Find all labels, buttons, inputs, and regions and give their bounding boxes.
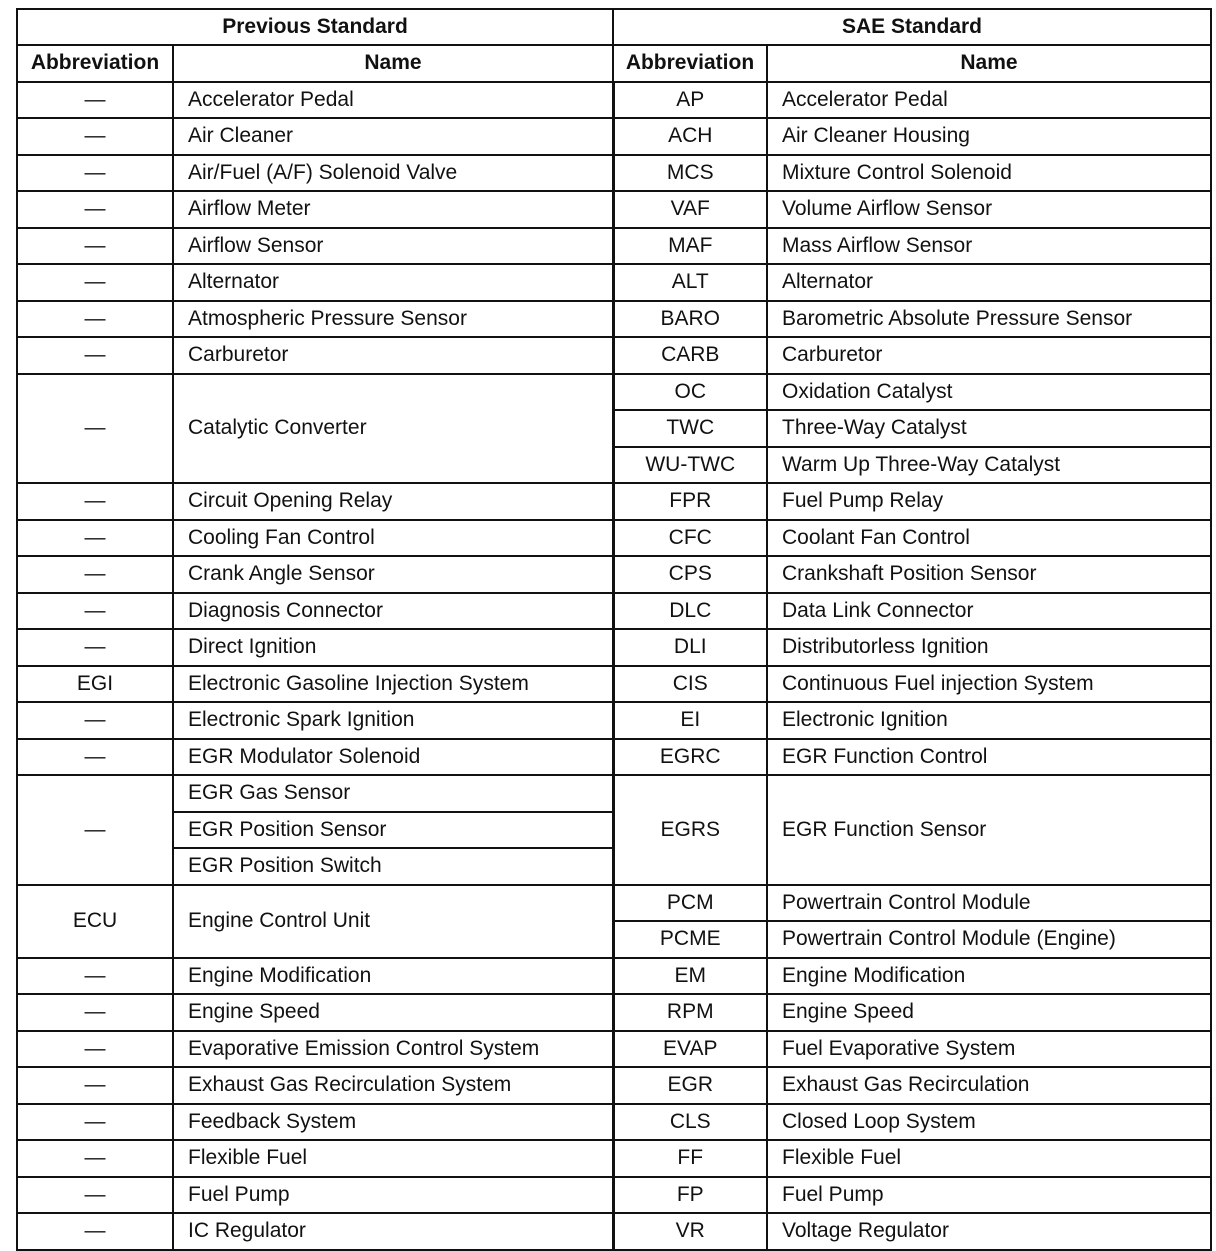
previous-abbreviation: —: [17, 483, 173, 520]
previous-name: Atmospheric Pressure Sensor: [173, 301, 613, 338]
table-row: [17, 958, 1211, 995]
previous-abbreviation: —: [17, 301, 173, 338]
sae-name: Continuous Fuel injection System: [767, 666, 1211, 703]
sae-name: Barometric Absolute Pressure Sensor: [767, 301, 1211, 338]
previous-name: Alternator: [173, 264, 613, 301]
previous-abbreviation: —: [17, 82, 173, 119]
sae-name: Flexible Fuel: [767, 1140, 1211, 1177]
previous-name: Cooling Fan Control: [173, 520, 613, 557]
previous-name: Airflow Sensor: [173, 228, 613, 265]
previous-abbreviation-header: Abbreviation: [17, 45, 173, 82]
table-row: [17, 1177, 1211, 1214]
sae-abbreviation: ALT: [613, 264, 767, 301]
sae-abbreviation: VR: [613, 1213, 767, 1250]
sae-name-header: Name: [767, 45, 1211, 82]
table-row: [17, 191, 1211, 228]
previous-name: Exhaust Gas Recirculation System: [173, 1067, 613, 1104]
sae-name: EGR Function Control: [767, 739, 1211, 776]
previous-name: Air Cleaner: [173, 118, 613, 155]
table-row: [17, 666, 1211, 703]
sae-abbreviation: FP: [613, 1177, 767, 1214]
sae-name: Fuel Evaporative System: [767, 1031, 1211, 1068]
previous-name: Flexible Fuel: [173, 1140, 613, 1177]
sae-abbreviation: MCS: [613, 155, 767, 192]
sae-name: Coolant Fan Control: [767, 520, 1211, 557]
sae-abbreviation: CARB: [613, 337, 767, 374]
table-row: [17, 775, 1211, 812]
sae-abbreviation: CLS: [613, 1104, 767, 1141]
previous-abbreviation: —: [17, 629, 173, 666]
sae-abbreviation: CPS: [613, 556, 767, 593]
previous-abbreviation: —: [17, 228, 173, 265]
table-row: [17, 155, 1211, 192]
table-row: [17, 118, 1211, 155]
sae-abbreviation: EM: [613, 958, 767, 995]
previous-abbreviation: —: [17, 1104, 173, 1141]
sae-abbreviation: FPR: [613, 483, 767, 520]
sae-name: Engine Modification: [767, 958, 1211, 995]
sae-abbreviation: EGRS: [613, 775, 767, 885]
sae-name: Fuel Pump: [767, 1177, 1211, 1214]
sae-name: Data Link Connector: [767, 593, 1211, 630]
table-row: [17, 739, 1211, 776]
previous-abbreviation: —: [17, 520, 173, 557]
previous-abbreviation: —: [17, 155, 173, 192]
table-row: [17, 1067, 1211, 1104]
sae-abbreviation: RPM: [613, 994, 767, 1031]
previous-name-header: Name: [173, 45, 613, 82]
table-row: [17, 885, 1211, 922]
previous-name: Circuit Opening Relay: [173, 483, 613, 520]
sae-abbreviation: AP: [613, 82, 767, 119]
sae-abbreviation: DLI: [613, 629, 767, 666]
previous-abbreviation: —: [17, 1140, 173, 1177]
previous-abbreviation: —: [17, 775, 173, 885]
table-row: [17, 1031, 1211, 1068]
previous-name: Engine Modification: [173, 958, 613, 995]
table-row: [17, 702, 1211, 739]
previous-abbreviation: —: [17, 593, 173, 630]
table-row: [17, 556, 1211, 593]
previous-abbreviation: EGI: [17, 666, 173, 703]
sae-name: Oxidation Catalyst: [767, 374, 1211, 411]
previous-abbreviation: —: [17, 191, 173, 228]
sae-name: Fuel Pump Relay: [767, 483, 1211, 520]
table-row: [17, 1140, 1211, 1177]
table-row: [17, 1213, 1211, 1250]
previous-name: Engine Speed: [173, 994, 613, 1031]
previous-name: Electronic Gasoline Injection System: [173, 666, 613, 703]
table-row: [17, 593, 1211, 630]
sae-abbreviation: CFC: [613, 520, 767, 557]
table-row: [17, 264, 1211, 301]
sae-abbreviation: PCM: [613, 885, 767, 922]
sae-abbreviation: EGR: [613, 1067, 767, 1104]
previous-standard-header: Previous Standard: [17, 9, 613, 45]
previous-name: Accelerator Pedal: [173, 82, 613, 119]
sae-abbreviation: EGRC: [613, 739, 767, 776]
sae-name: Mass Airflow Sensor: [767, 228, 1211, 265]
previous-abbreviation: —: [17, 1177, 173, 1214]
previous-name: Diagnosis Connector: [173, 593, 613, 630]
sae-abbreviation: MAF: [613, 228, 767, 265]
sae-name: Closed Loop System: [767, 1104, 1211, 1141]
sae-abbreviation: OC: [613, 374, 767, 411]
table-row: [17, 994, 1211, 1031]
sae-abbreviation: ACH: [613, 118, 767, 155]
sae-abbreviation: EVAP: [613, 1031, 767, 1068]
previous-name: Air/Fuel (A/F) Solenoid Valve: [173, 155, 613, 192]
sae-name: Three-Way Catalyst: [767, 410, 1211, 447]
sae-abbreviation: DLC: [613, 593, 767, 630]
sae-standard-header: SAE Standard: [613, 9, 1211, 45]
table-row: [17, 520, 1211, 557]
sae-abbreviation: BARO: [613, 301, 767, 338]
sae-name: Mixture Control Solenoid: [767, 155, 1211, 192]
previous-name: Crank Angle Sensor: [173, 556, 613, 593]
previous-name: Engine Control Unit: [173, 885, 613, 958]
previous-abbreviation: ECU: [17, 885, 173, 958]
previous-name: Direct Ignition: [173, 629, 613, 666]
previous-name: EGR Position Switch: [173, 848, 613, 885]
table-row: [17, 337, 1211, 374]
previous-name: Feedback System: [173, 1104, 613, 1141]
sae-abbreviation: FF: [613, 1140, 767, 1177]
abbreviation-table: [16, 8, 1212, 1251]
sae-name: Engine Speed: [767, 994, 1211, 1031]
previous-name: IC Regulator: [173, 1213, 613, 1250]
sae-name: Alternator: [767, 264, 1211, 301]
sae-name: EGR Function Sensor: [767, 775, 1211, 885]
previous-abbreviation: —: [17, 994, 173, 1031]
table-row: [17, 374, 1211, 411]
previous-abbreviation: —: [17, 118, 173, 155]
previous-abbreviation: —: [17, 374, 173, 484]
table-row: [17, 483, 1211, 520]
previous-abbreviation: —: [17, 958, 173, 995]
table-row: [17, 82, 1211, 119]
previous-abbreviation: —: [17, 1067, 173, 1104]
previous-abbreviation: —: [17, 337, 173, 374]
sae-abbreviation: EI: [613, 702, 767, 739]
table-row: [17, 629, 1211, 666]
previous-abbreviation: —: [17, 556, 173, 593]
sae-name: Electronic Ignition: [767, 702, 1211, 739]
previous-abbreviation: —: [17, 1031, 173, 1068]
sae-name: Air Cleaner Housing: [767, 118, 1211, 155]
previous-abbreviation: —: [17, 1213, 173, 1250]
previous-name: Electronic Spark Ignition: [173, 702, 613, 739]
sae-name: Exhaust Gas Recirculation: [767, 1067, 1211, 1104]
previous-name: EGR Gas Sensor: [173, 775, 613, 812]
sae-name: Accelerator Pedal: [767, 82, 1211, 119]
sae-name: Powertrain Control Module: [767, 885, 1211, 922]
previous-name: EGR Position Sensor: [173, 812, 613, 849]
previous-name: EGR Modulator Solenoid: [173, 739, 613, 776]
sae-name: Crankshaft Position Sensor: [767, 556, 1211, 593]
sae-abbreviation: PCME: [613, 921, 767, 958]
sae-abbreviation: CIS: [613, 666, 767, 703]
sae-name: Distributorless Ignition: [767, 629, 1211, 666]
previous-name: Evaporative Emission Control System: [173, 1031, 613, 1068]
abbreviation-table-sheet: [16, 8, 1210, 1251]
sae-name: Volume Airflow Sensor: [767, 191, 1211, 228]
sae-name: Carburetor: [767, 337, 1211, 374]
previous-abbreviation: —: [17, 702, 173, 739]
table-row: [17, 228, 1211, 265]
previous-name: Airflow Meter: [173, 191, 613, 228]
table-row: [17, 301, 1211, 338]
previous-abbreviation: —: [17, 264, 173, 301]
previous-name: Catalytic Converter: [173, 374, 613, 484]
sae-name: Warm Up Three-Way Catalyst: [767, 447, 1211, 484]
sae-name: Voltage Regulator: [767, 1213, 1211, 1250]
previous-name: Carburetor: [173, 337, 613, 374]
sae-abbreviation: WU-TWC: [613, 447, 767, 484]
sae-abbreviation: TWC: [613, 410, 767, 447]
previous-name: Fuel Pump: [173, 1177, 613, 1214]
table-row: [17, 1104, 1211, 1141]
sae-name: Powertrain Control Module (Engine): [767, 921, 1211, 958]
previous-abbreviation: —: [17, 739, 173, 776]
sae-abbreviation-header: Abbreviation: [613, 45, 767, 82]
sae-abbreviation: VAF: [613, 191, 767, 228]
